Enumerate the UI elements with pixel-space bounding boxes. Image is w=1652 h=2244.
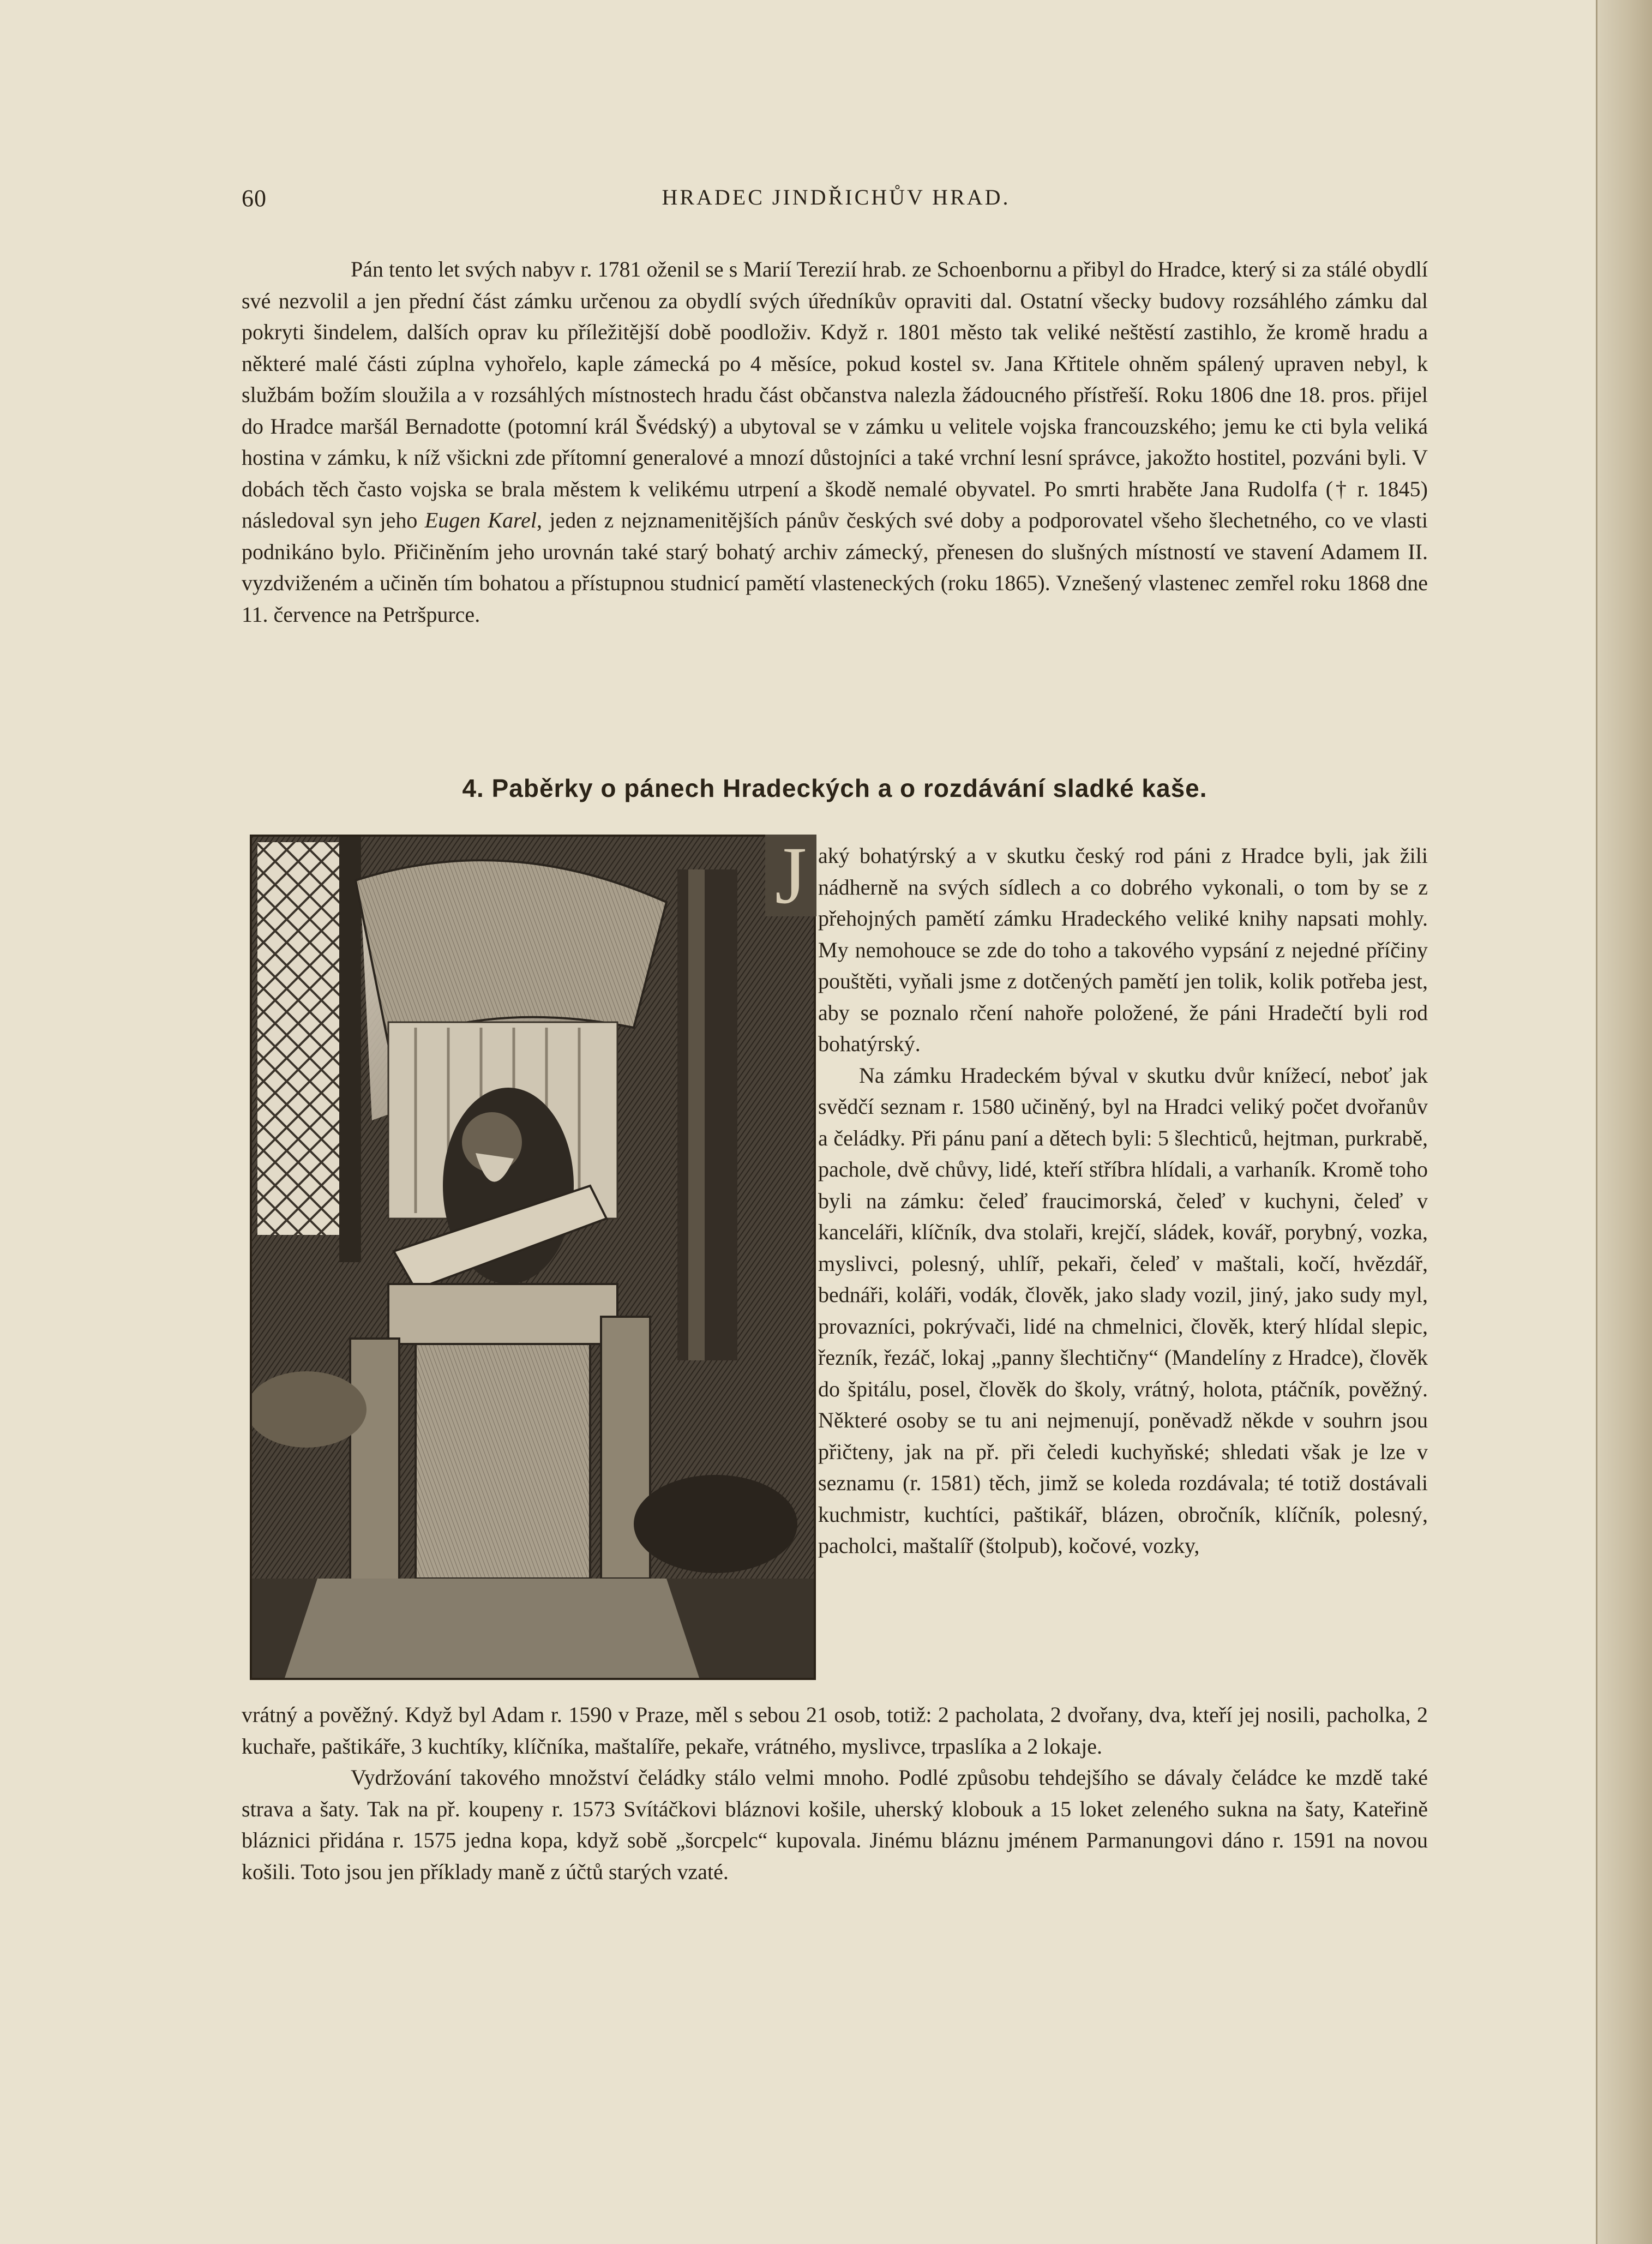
full-width-text <box>242 1699 1428 1887</box>
engraving-illustration <box>250 835 816 1680</box>
page-number: 60 <box>242 185 267 212</box>
pillar <box>677 869 737 1360</box>
column-paragraph-1: aký bohatýrský a v skutku český rod páni z Hradce byli, jak žili nádherně na svých sídlech a co dobrého vykonali, o tom by se z přehojných pamětí zámku Hradeckého veliké knihy napsati mohly. My nemohouce se zde do toho a takového vypsání z nejedné příčiny pouštěti, vyňali jsme z dotčených pamětí jen tolik, kolik potřeba jest, aby se poznalo rčení nahoře položené, že páni Hradečtí byli rod bohatýrský. <box>818 843 1428 1056</box>
running-title: HRADEC JINDŘICHŮV HRAD. <box>662 185 1011 209</box>
cushion <box>252 1371 367 1448</box>
lectern-base <box>416 1344 590 1579</box>
paragraph-continuation: vrátný a pověžný. Když byl Adam r. 1590 v Praze, měl s sebou 21 osob, totiž: 2 pacholata, 2 dvořany, dva, kteří jej nosili, pacholka, 2 kuchaře, paštikáře, 3 kuchtíky, klíčníka, maštalíře, pekaře, vrátného, myslivce, trpaslíka a 2 lokaje. <box>242 1702 1428 1759</box>
page-gutter-shadow <box>1597 0 1652 2244</box>
column-text <box>818 840 1428 1562</box>
canopy <box>356 860 666 1044</box>
paragraph-1-name: Eugen Karel <box>424 508 537 532</box>
paragraph-1 <box>242 254 1428 630</box>
column-paragraph-2: Na zámku Hradeckém býval v skutku dvůr knížecí, neboť jak svědčí seznam r. 1580 učiněný, byl na Hradci veliký počet dvořanův a čeládky. Při pánu paní a dětech byli: 5 šlechticů, hejtman, purkrabě, pachole, dvě chůvy, lidé, kteří stříbra hlídali, a varhaník. Kromě toho byli na zámku: čeleď fraucimorská, čeleď v kuchyni, čeleď v kanceláři, klíčník, dva stolaři, krejčí, sládek, kovář, porybný, vozka, myslivci, polesný, uhlíř, pekaři, čeleď v maštali, kočí, hvězdář, bednáři, koláři, vodák, člověk, jako slady vozil, jiný, jako sudy myl, provazníci, pokrývači, lidé na chmelnici, člověk, který hlídal slepic, řezník, řezáč, lokaj „panny šlechtičny“ (Mandelíny z Hradce), člověk do špitálu, posel, člověk do školy, vrátný, holota, ptáčník, pověžný. Některé osoby se tu ani nejmenují, poněvadž někde v souhrn jsou přičteny, jak na př. při čeledi kuchyňské; shledati však je lze v seznamu (r. 1581) těch, jimž se koleda rozdávala; té totiž dostávali kuchmistr, kuchtíci, paštikář, blázen, obročník, klíčník, polesný, pacholci, maštalíř (štolpub), kočové, vozky, <box>818 1063 1428 1558</box>
final-paragraph: Vydržování takového množství čeládky stálo velmi mnoho. Podlé způsobu tehdejšího se dávaly čeládce ke mzdě také strava a šaty. Tak na př. koupeny r. 1573 Svítáčkovi bláznovi košile, uherský klobouk a 15 loket zeleného sukna na šaty, Kateřině bláznici přidána r. 1575 jedna kopa, když sobě „šorcpelc“ kupovala. Jinému bláznu jménem Parmanungovi dáno r. 1591 na novou košili. Toto jsou jen příklady maně z účtů starých vzaté. <box>242 1765 1428 1884</box>
paragraph-1-text: Pán tento let svých nabyv r. 1781 oženil se s Marií Terezií hrab. ze Schoenbornu a přibyl do Hradce, který si za stálé obydlí své nezvolil a jen přední část zámku určenou za obydlí svých úředníkův opraviti dal. Ostatní všecky budovy rozsáhlého zámku dal pokryti šindelem, dalších oprav ku příležitější době poodloživ. Když r. 1801 město tak veliké neštěstí zastihlo, že kromě hradu a některé malé části zúplna vyhořelo, kaple zámecká po 4 měsíce, pokud kostel sv. Jana Křtitele ohněm spálený upraven nebyl, k službám božím sloužila a v rozsáhlých místnostech hradu část občanstva nalezla žádoucného přístřeší. Roku 1806 dne 18. pros. přijel do Hradce maršál Bernadotte (potomní král Švédský) a ubytoval se v zámku u velitele vojska francouzského; jemu ke cti byla veliká hostina v zámku, k níž všickni zde přítomní generalové a mnozí důstojníci a také vrchní lesní správce, jakožto hostitel, pozváni byli. V dobách těch často vojska se brala městem k velikému utrpení a škodě nemalé obyvatel. Po smrti hraběte Jana Rudolfa († r. 1845) následoval syn jeho <box>242 257 1428 532</box>
lectern-top <box>388 1284 617 1344</box>
window-frame <box>339 837 361 1262</box>
paragraph-1-rest: , jeden z nejznamenitějších pánův českých své doby a podporovatel všeho šlechetného, co ve vlasti podnikáno bylo. Přičiněním jeho urovnán také starý bohatý archiv zámecký, přenesen do slušných místností ve stavení Adamem II. vyzdviženém a učiněn tím bohatou a přístupnou studnicí pamětí vlasteneckých (roku 1865). Vznešený vlastenec zemřel roku 1868 dne 11. července na Petršpurce. <box>242 508 1428 627</box>
engraving-window <box>257 842 339 1235</box>
page-header <box>242 184 1431 223</box>
drop-cap: J <box>765 835 816 916</box>
books-pile <box>634 1475 797 1573</box>
page-edge <box>1596 0 1597 2244</box>
chair-side-left <box>350 1339 399 1589</box>
section-heading: 4. Paběrky o pánech Hradeckých a o rozdávání sladké kaše. <box>462 774 1208 802</box>
